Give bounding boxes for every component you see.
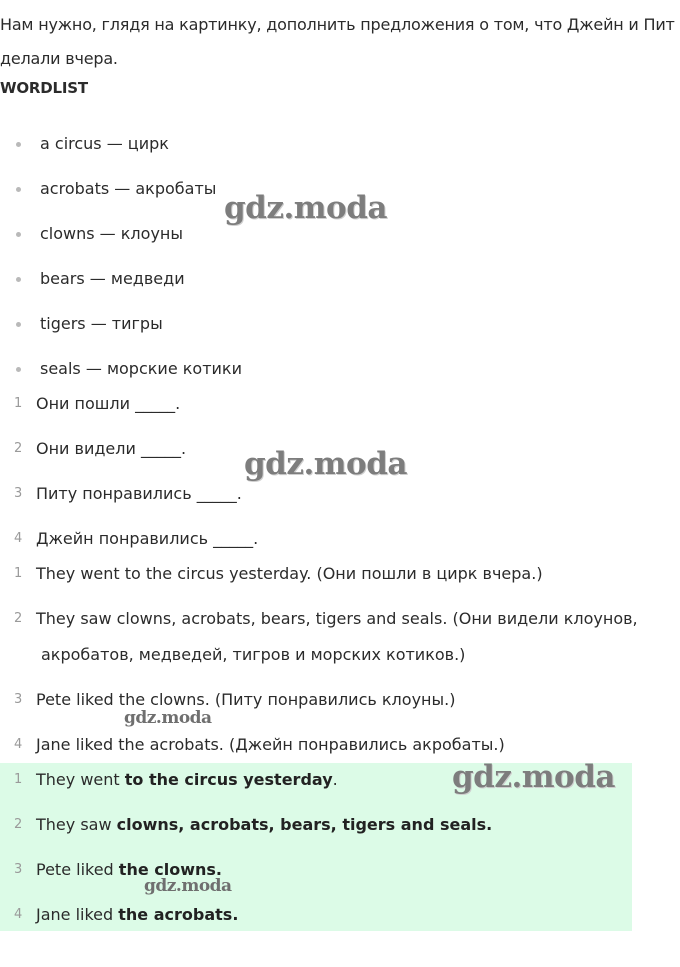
bullet-icon xyxy=(16,322,21,327)
list-item: acrobats — акробаты xyxy=(0,173,640,218)
answer-item: 3 Pete liked the clowns. xyxy=(14,860,222,879)
watermark: gdz.moda xyxy=(244,446,407,482)
prompt-item: 3 Питу понравились _____. xyxy=(14,484,242,503)
bullet-icon xyxy=(16,142,21,147)
answer-item: 2 They saw clowns, acrobats, bears, tigers and seals. xyxy=(14,815,493,834)
watermark: gdz.moda xyxy=(124,708,212,728)
bullet-icon xyxy=(16,367,21,372)
prompt-item: 4 Джейн понравились _____. xyxy=(14,529,259,548)
prompt-item: 2 Они видели _____. xyxy=(14,439,187,458)
list-item: a circus — цирк xyxy=(0,128,640,173)
watermark: gdz.moda xyxy=(144,876,232,896)
translation-item: 2 They saw clowns, acrobats, bears, tigers and seals. (Они видели клоунов, акробатов, медведей, тигров и морских котиков.) xyxy=(14,609,638,664)
translation-item: 4 Jane liked the acrobats. (Джейн понравились акробаты.) xyxy=(14,735,505,754)
intro-text: Нам нужно, глядя на картинку, дополнить предложения о том, что Джейн и Пит делали вчера. xyxy=(0,15,675,68)
list-item: clowns — клоуны xyxy=(0,218,640,263)
list-item: seals — морские котики xyxy=(0,353,640,398)
answer-item: 4 Jane liked the acrobats. xyxy=(14,905,239,924)
translation-item: 1 They went to the circus yesterday. (Они пошли в цирк вчера.) xyxy=(14,564,543,583)
list-item: tigers — тигры xyxy=(0,308,640,353)
bullet-icon xyxy=(16,187,21,192)
translation-item: 3 Pete liked the clowns. (Питу понравились клоуны.) xyxy=(14,690,456,709)
answer-item: 1 They went to the circus yesterday. xyxy=(14,770,338,789)
list-item: bears — медведи xyxy=(0,263,640,308)
watermark: gdz.moda xyxy=(452,759,615,795)
bullet-icon xyxy=(16,232,21,237)
prompt-item: 1 Они пошли _____. xyxy=(14,394,181,413)
wordlist xyxy=(0,128,640,398)
bullet-icon xyxy=(16,277,21,282)
watermark: gdz.moda xyxy=(224,190,387,226)
wordlist-heading: WORDLIST xyxy=(0,79,88,97)
translation-list xyxy=(0,556,640,772)
